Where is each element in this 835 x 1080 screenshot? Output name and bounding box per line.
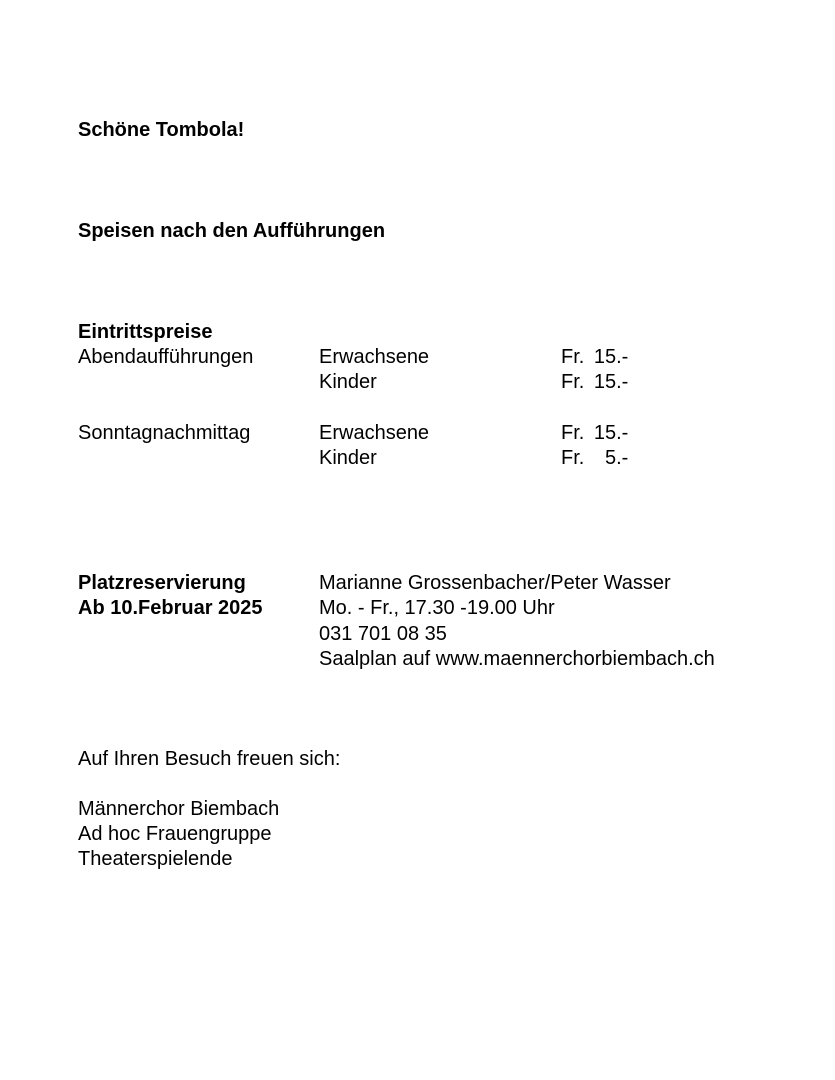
price-category: Kinder: [319, 447, 377, 469]
price-category: Erwachsene: [319, 422, 430, 444]
reservation-row: [0, 596, 835, 621]
price-currency: Fr.: [561, 371, 585, 393]
price-row: [0, 421, 835, 446]
speisen-heading: Speisen nach den Aufführungen: [78, 220, 386, 242]
price-amount: 15.-: [593, 422, 629, 444]
price-category: Erwachsene: [319, 346, 430, 368]
price-event: Abendaufführungen: [78, 346, 254, 368]
price-value: [561, 446, 628, 471]
price-row: [0, 345, 835, 370]
closing-intro: Auf Ihren Besuch freuen sich:: [78, 748, 341, 770]
price-value: [561, 370, 628, 395]
price-row: [0, 446, 835, 471]
prices-heading: Eintrittspreise: [78, 321, 213, 343]
price-amount: 15.-: [593, 346, 629, 368]
reservation-row: [0, 622, 835, 647]
reservation-date: Ab 10.Februar 2025: [78, 597, 263, 619]
price-row: [0, 370, 835, 395]
closing-group: Männerchor Biembach: [78, 798, 280, 820]
price-currency: Fr.: [561, 346, 585, 368]
price-currency: Fr.: [561, 447, 585, 469]
price-value: [561, 421, 628, 446]
reservation-seating: Saalplan auf www.maennerchorbiembach.ch: [319, 648, 715, 670]
closing-group: Ad hoc Frauengruppe: [78, 823, 272, 845]
reservation-hours: Mo. - Fr., 17.30 -19.00 Uhr: [319, 597, 555, 619]
closing-group: Theaterspielende: [78, 848, 233, 870]
reservation-row: [0, 571, 835, 596]
reservation-title: Platzreservierung: [78, 572, 246, 594]
price-amount: 5.-: [605, 447, 629, 469]
price-category: Kinder: [319, 371, 377, 393]
price-value: [561, 345, 628, 370]
tombola-heading: Schöne Tombola!: [78, 119, 245, 141]
price-amount: 15.-: [593, 371, 629, 393]
reservation-phone: 031 701 08 35: [319, 623, 447, 645]
price-event: Sonntagnachmittag: [78, 422, 251, 444]
reservation-contact: Marianne Grossenbacher/Peter Wasser: [319, 572, 671, 594]
reservation-row: [0, 647, 835, 672]
price-currency: Fr.: [561, 422, 585, 444]
